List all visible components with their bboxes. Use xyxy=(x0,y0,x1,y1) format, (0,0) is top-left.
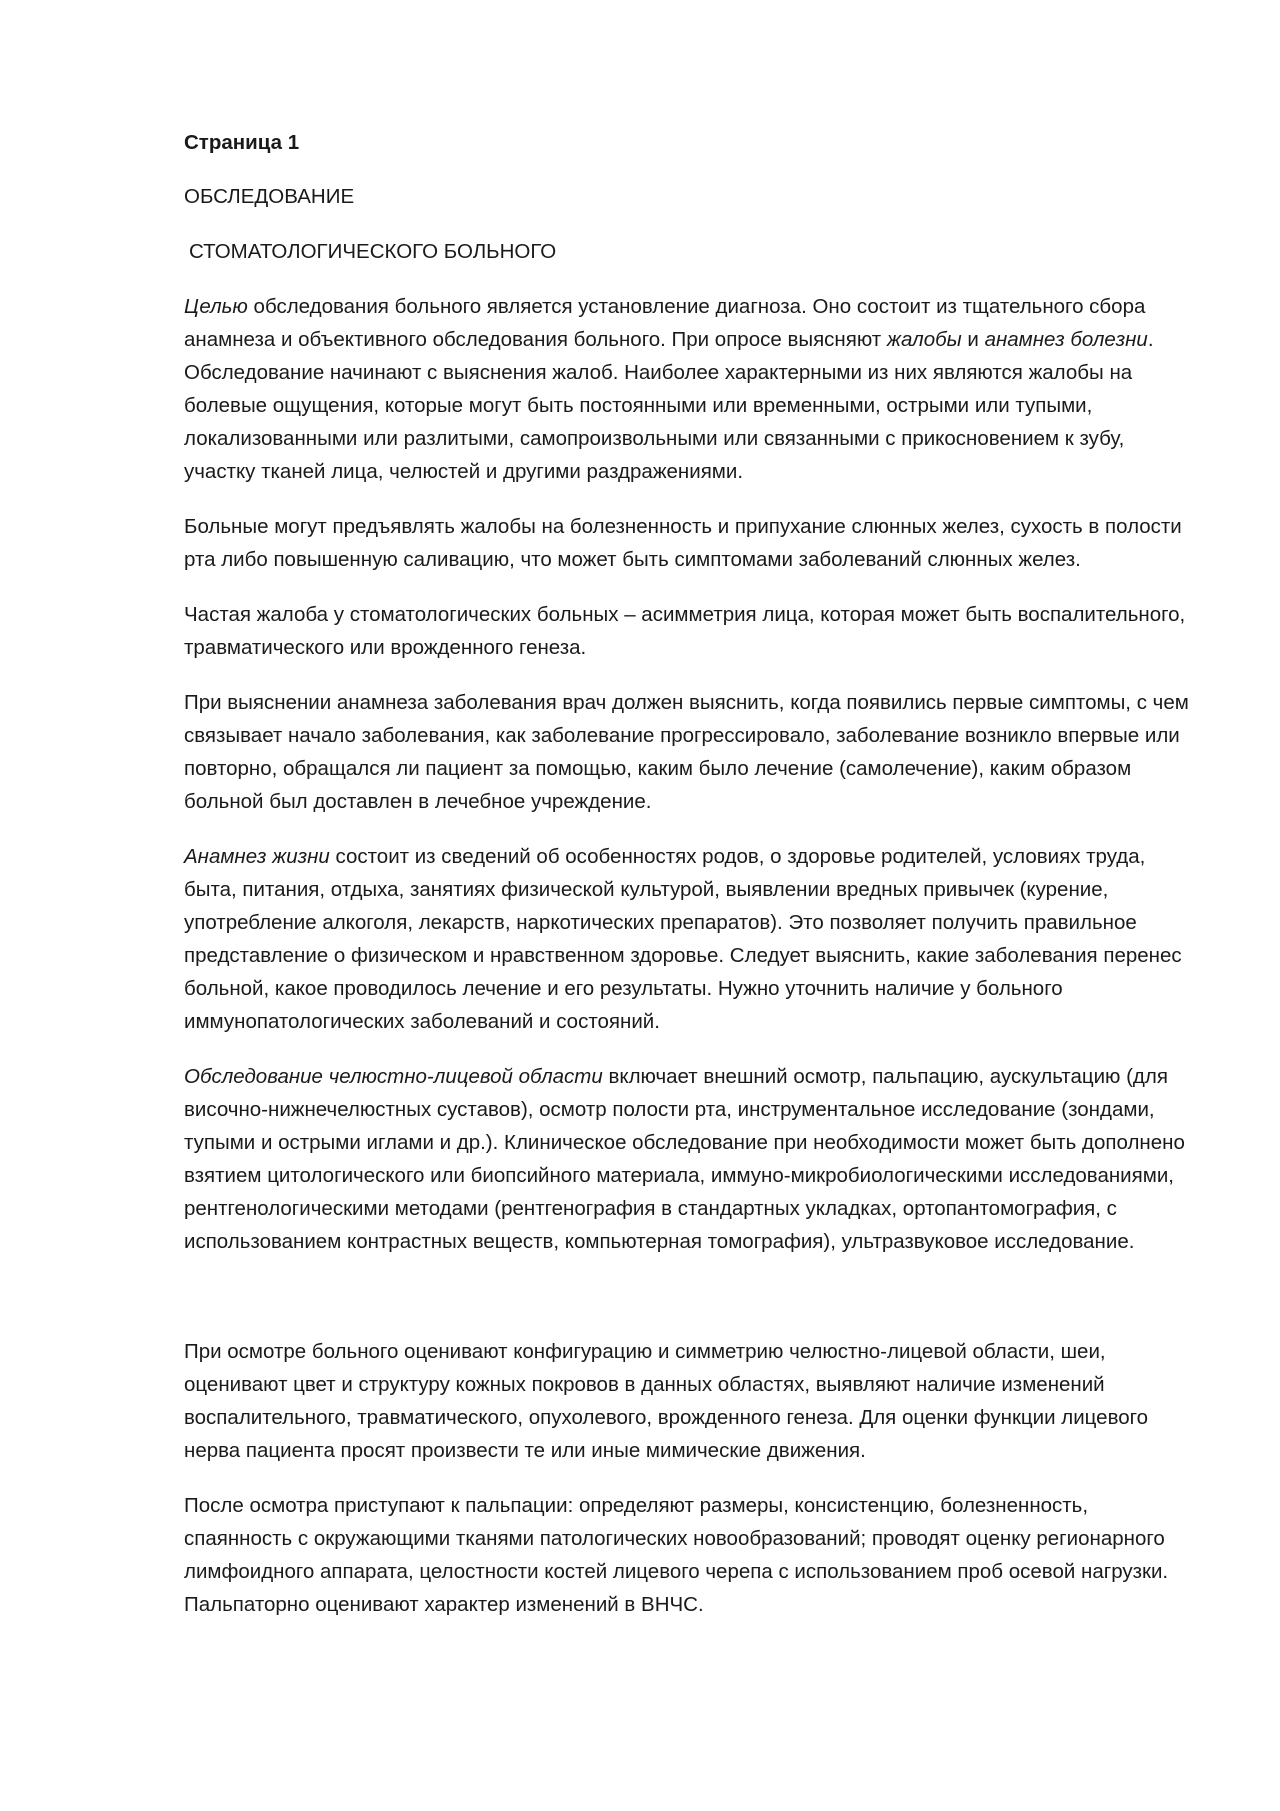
emphasis-term: Обследование челюстно-лицевой области xyxy=(184,1065,603,1088)
document-page xyxy=(184,126,1194,1643)
document-title: ОБСЛЕДОВАНИЕ xyxy=(184,185,355,208)
page-label: Страница 1 xyxy=(184,131,300,154)
paragraph-anamnesis-life xyxy=(184,840,1194,1038)
paragraph-inspection: При осмотре больного оценивают конфигурацию и симметрию челюстно-лицевой области, шеи, оценивают цвет и структуру кожных покровов в данных областях, выявляют наличие изменений воспалительного, травматического, опухолевого, врожденного генеза. Для оценки функции лицевого нерва пациента просят произвести те или иные мимические движения. xyxy=(184,1340,1149,1462)
paragraph-examination xyxy=(184,1060,1194,1258)
paragraph-anamnesis-disease: При выяснении анамнеза заболевания врач должен выяснить, когда появились первые симптомы, с чем связывает начало заболевания, как заболевание прогрессировало, заболевание возникло впервые или повторно, обращался ли пациент за помощью, каким было лечение (самолечение), каким образом больной был доставлен в лечебное учреждение. xyxy=(184,691,1189,813)
paragraph-palpation: После осмотра приступают к пальпации: определяют размеры, консистенцию, болезненность, спаянность с окружающими тканями патологических новообразований; проводят оценку регионарного лимфоидного аппарата, целостности костей лицевого черепа с использованием проб осевой нагрузки. Пальпаторно оценивают характер изменений в ВНЧС. xyxy=(184,1494,1169,1616)
blank-spacer xyxy=(184,1280,1194,1335)
paragraph-salivary: Больные могут предъявлять жалобы на болезненность и припухание слюнных желез, сухость в полости рта либо повышенную саливацию, что может быть симптомами заболеваний слюнных желез. xyxy=(184,515,1182,571)
paragraph-text: состоит из сведений об особенностях родов, о здоровье родителей, условиях труда, быта, питания, отдыха, занятиях физической культурой, выявлении вредных привычек (курение, употребление алкоголя, лекарств, наркотических препаратов). Это позволяет получить правильное представление о физическом и нравственном здоровье. Следует выяснить, какие заболевания перенес больной, какое проводилось лечение и его результаты. Нужно уточнить наличие у больного иммунопатологических заболеваний и состояний. xyxy=(184,845,1182,1033)
paragraph-text: . Обследование начинают с выяснения жалоб. Наиболее характерными из них являются жалобы на болевые ощущения, которые могут быть постоянными или временными, острыми или тупыми, локализованными или разлитыми, самопроизвольными или связанными с прикосновением к зубу, участку тканей лица, челюстей и другими раздражениями. xyxy=(184,328,1154,483)
emphasis-term: анамнез болезни xyxy=(984,328,1148,351)
emphasis-term: Целью xyxy=(184,295,248,318)
paragraph-purpose xyxy=(184,290,1194,488)
paragraph-text: обследования больного является установление диагноза. Оно состоит из тщательного сбора анамнеза и объективного обследования больного. При опросе выясняют xyxy=(184,295,1146,351)
paragraph-text: включает внешний осмотр, пальпацию, аускультацию (для височно-нижнечелюстных суставов), осмотр полости рта, инструментальное исследование (зондами, тупыми и острыми иглами и др.). Клиническое обследование при необходимости может быть дополнено взятием цитологического или биопсийного материала, иммуно-микробиологическими исследованиями, рентгенологическими методами (рентгенография в стандартных укладках, ортопантомография, с использованием контрастных веществ, компьютерная томография), ультразвуковое исследование. xyxy=(184,1065,1185,1253)
paragraph-text: и xyxy=(961,328,985,351)
emphasis-term: Анамнез жизни xyxy=(184,845,330,868)
document-subtitle: СТОМАТОЛОГИЧЕСКОГО БОЛЬНОГО xyxy=(189,240,557,263)
emphasis-term: жалобы xyxy=(886,328,962,351)
paragraph-asymmetry: Частая жалоба у стоматологических больных – асимметрия лица, которая может быть воспалительного, травматического или врожденного генеза. xyxy=(184,603,1186,659)
